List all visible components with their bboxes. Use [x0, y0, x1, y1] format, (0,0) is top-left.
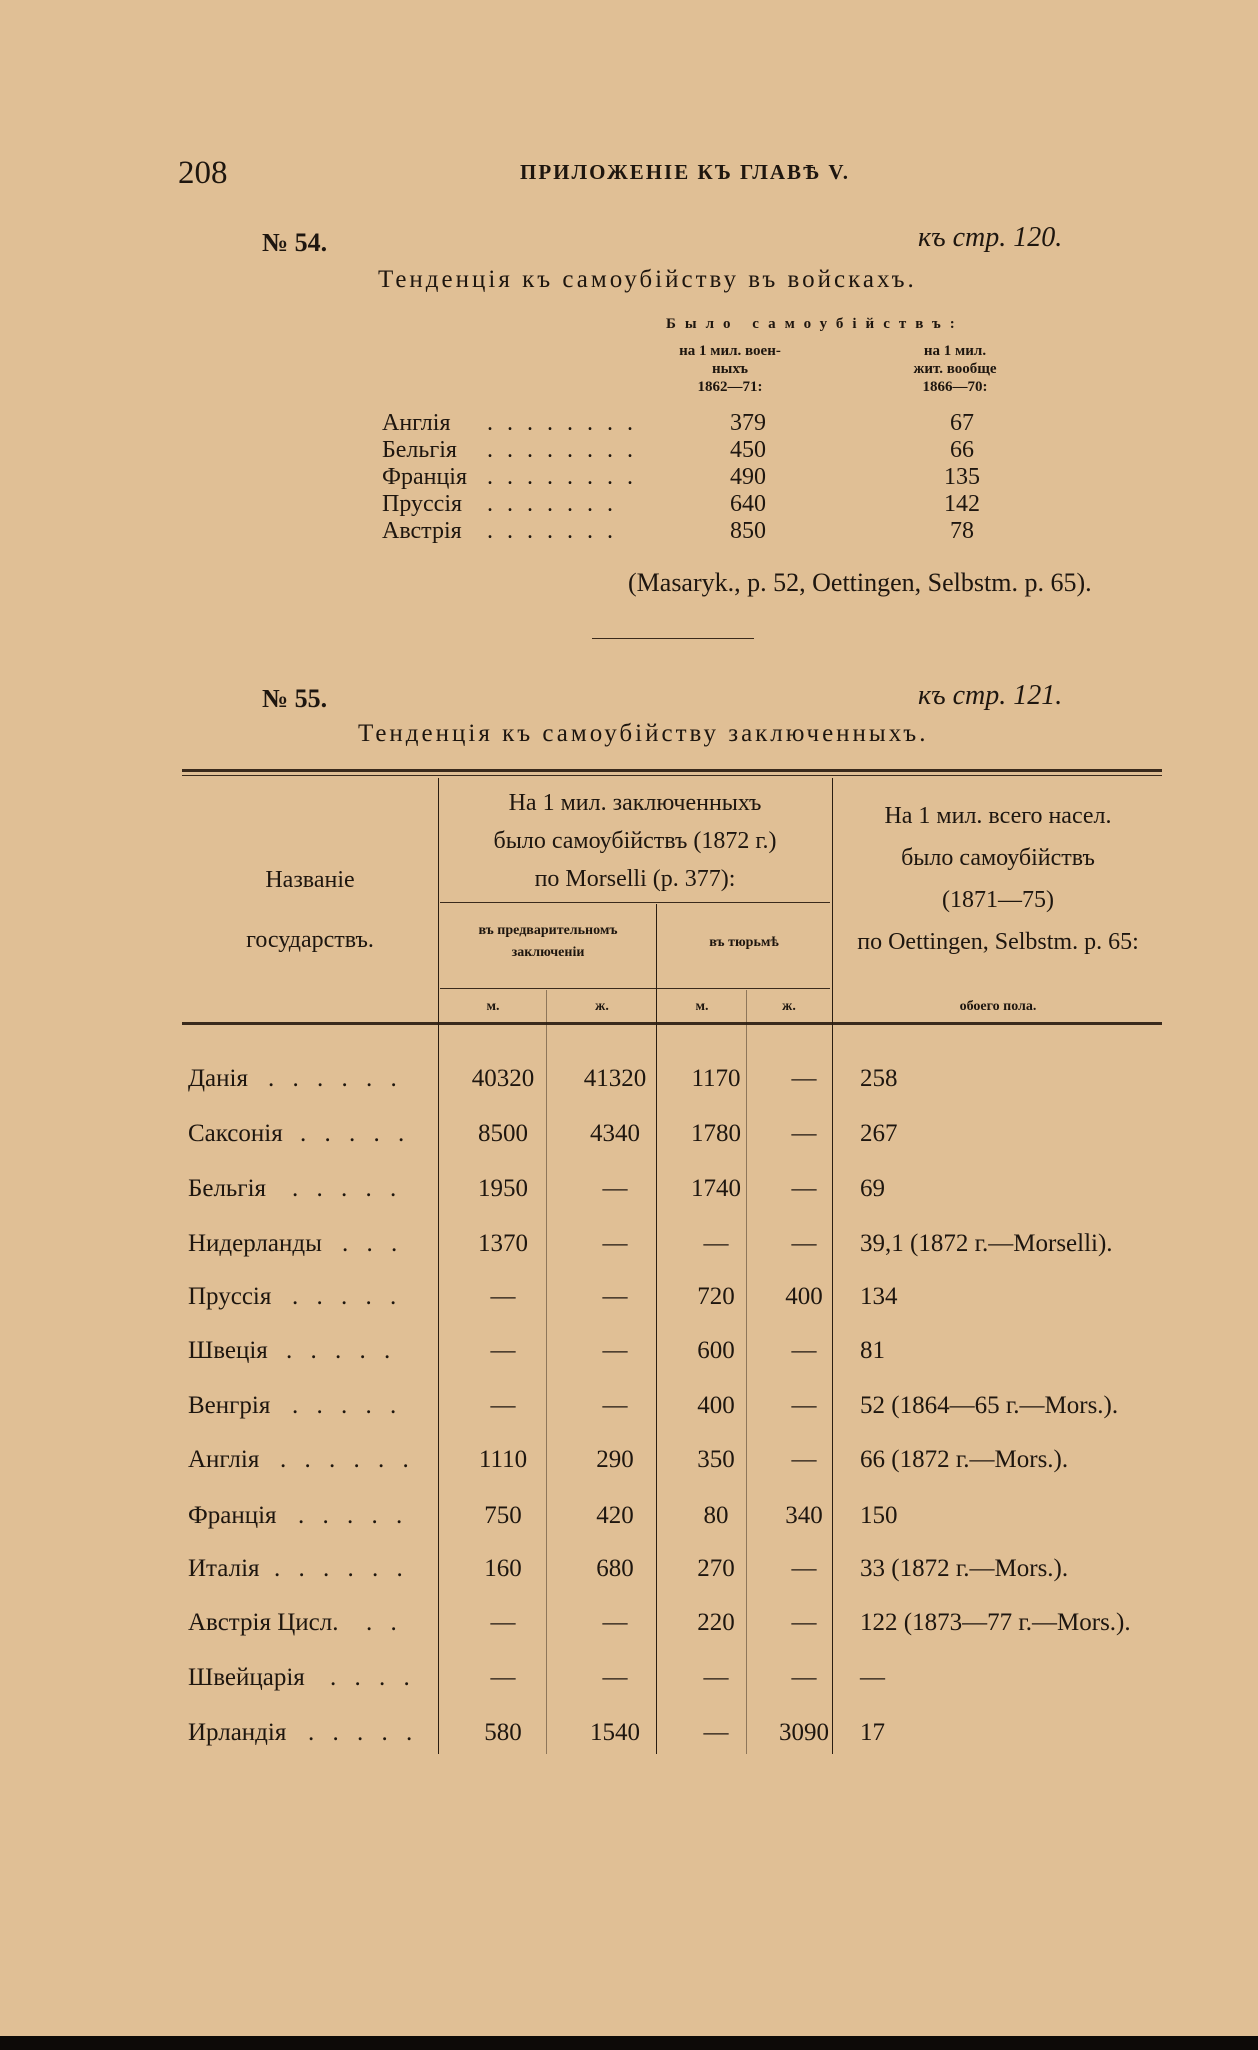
- section-54-ref: къ стр. 120.: [918, 222, 1063, 253]
- leader-dots: . . . . . .: [268, 1065, 403, 1092]
- header-line: по Morselli (p. 377):: [534, 866, 736, 892]
- pretrial-male-cell: 40320: [471, 1065, 535, 1092]
- table-row: [180, 1337, 1180, 1377]
- population-cell: 134: [860, 1283, 898, 1310]
- subheader-line: въ предварительномъ: [478, 923, 618, 938]
- prison-female-cell: —: [791, 1175, 817, 1202]
- prison-female-cell: —: [791, 1446, 817, 1473]
- leader-dots: . . . . . . .: [487, 491, 617, 517]
- section-55-number: № 55.: [262, 684, 328, 713]
- prison-male-cell: 720: [697, 1283, 735, 1310]
- table-row: [382, 464, 1002, 492]
- general-value: 142: [944, 491, 980, 517]
- population-cell: 17: [860, 1719, 885, 1746]
- leader-dots: . .: [366, 1609, 403, 1636]
- section-55-ref: къ стр. 121.: [918, 680, 1063, 711]
- leader-dots: . . . .: [330, 1664, 416, 1691]
- prison-female-cell: 400: [785, 1283, 823, 1310]
- prison-female-cell: —: [791, 1609, 817, 1636]
- prison-male-cell: 270: [697, 1555, 735, 1582]
- col1-header-line: ныхъ: [711, 361, 749, 377]
- both-sexes-header: обоего пола.: [959, 999, 1037, 1014]
- leader-dots: . . . . .: [286, 1337, 397, 1364]
- pretrial-male-cell: —: [490, 1337, 516, 1364]
- prison-female-cell: 340: [785, 1502, 823, 1529]
- table-row: [382, 491, 1002, 519]
- population-cell: 81: [860, 1337, 885, 1364]
- country-cell: Англія: [188, 1446, 260, 1473]
- pretrial-male-cell: 1950: [478, 1175, 528, 1202]
- country-cell: Пруссія: [188, 1283, 272, 1310]
- scan-edge: [0, 2036, 1258, 2050]
- prison-male-cell: 400: [697, 1392, 735, 1419]
- leader-dots: . . . . . . . .: [487, 410, 637, 436]
- table-row: [180, 1609, 1180, 1649]
- prison-male-cell: —: [703, 1230, 729, 1257]
- pretrial-male-cell: —: [490, 1664, 516, 1691]
- leader-dots: . . . . . .: [280, 1446, 415, 1473]
- header-line: государствъ.: [246, 927, 374, 953]
- country-cell: Данія: [188, 1065, 248, 1092]
- military-value: 490: [730, 464, 766, 490]
- pretrial-female-cell: —: [602, 1283, 628, 1310]
- header-bottom-rule: [182, 1022, 1162, 1025]
- subheader-line: заключеніи: [511, 945, 585, 960]
- header-group-morselli: [440, 784, 830, 898]
- general-value: 66: [950, 437, 974, 463]
- population-cell: 69: [860, 1175, 885, 1202]
- page-number: 208: [178, 155, 228, 191]
- population-cell: 33 (1872 г.—Mors.).: [860, 1555, 1069, 1582]
- military-value: 850: [730, 518, 766, 544]
- country-cell: Швейцарія: [188, 1664, 305, 1691]
- military-value: 640: [730, 491, 766, 517]
- prison-female-cell: —: [791, 1664, 817, 1691]
- table-row: [180, 1664, 1180, 1704]
- table-row: [180, 1446, 1180, 1486]
- table-row: [180, 1555, 1180, 1595]
- table-54-source: (Masaryk., p. 52, Oettingen, Selbstm. p. 65).: [628, 568, 1092, 597]
- country-cell: Нидерланды: [188, 1230, 322, 1257]
- table-54-col1-header: [640, 342, 820, 396]
- prison-male-cell: 1740: [691, 1175, 741, 1202]
- pretrial-female-cell: 1540: [590, 1719, 640, 1746]
- pretrial-male-cell: 1110: [478, 1446, 528, 1473]
- pretrial-male-cell: 580: [484, 1719, 522, 1746]
- sex-header-female: ж.: [782, 999, 796, 1014]
- table-row: [180, 1392, 1180, 1432]
- prison-male-cell: 350: [697, 1446, 735, 1473]
- pretrial-female-cell: —: [602, 1392, 628, 1419]
- leader-dots: . . . . .: [298, 1502, 409, 1529]
- prison-male-cell: 80: [703, 1502, 729, 1529]
- section-divider: [592, 638, 754, 639]
- section-55-title: Тенденція къ самоубійству заключенныхъ.: [358, 720, 929, 747]
- leader-dots: . . . . . . .: [487, 518, 617, 544]
- table-row: [180, 1120, 1180, 1160]
- country-cell: Венгрія: [188, 1392, 271, 1419]
- pretrial-male-cell: 8500: [478, 1120, 528, 1147]
- sex-header-female: ж.: [595, 999, 609, 1014]
- military-value: 379: [730, 410, 766, 436]
- subgroup-underline: [440, 988, 830, 989]
- section-54-number: № 54.: [262, 228, 328, 257]
- pretrial-female-cell: 4340: [590, 1120, 640, 1147]
- country-cell: Франція: [188, 1502, 277, 1529]
- country-cell: Франція: [382, 464, 468, 490]
- pretrial-male-cell: 1370: [478, 1230, 528, 1257]
- table-row: [180, 1175, 1180, 1215]
- general-value: 78: [950, 518, 974, 544]
- subheader-prison: въ тюрьмѣ: [709, 935, 779, 950]
- leader-dots: . . . . . .: [274, 1555, 409, 1582]
- population-cell: 66 (1872 г.—Mors.).: [860, 1446, 1069, 1473]
- pretrial-female-cell: —: [602, 1337, 628, 1364]
- prison-female-cell: —: [791, 1392, 817, 1419]
- section-54-title: Тенденція къ самоубійству въ войскахъ.: [378, 266, 917, 293]
- country-cell: Австрія Цисл.: [188, 1609, 339, 1636]
- table-row: [382, 437, 1002, 465]
- running-title: ПРИЛОЖЕНІЕ КЪ ГЛАВѢ V.: [520, 160, 851, 184]
- leader-dots: . . . . . . . .: [487, 464, 637, 490]
- leader-dots: . . . . .: [308, 1719, 419, 1746]
- military-value: 450: [730, 437, 766, 463]
- leader-dots: . . . . .: [300, 1120, 411, 1147]
- prison-female-cell: —: [791, 1337, 817, 1364]
- pretrial-female-cell: 41320: [583, 1065, 647, 1092]
- pretrial-female-cell: —: [602, 1664, 628, 1691]
- table-row: [180, 1283, 1180, 1323]
- leader-dots: . . .: [342, 1230, 404, 1257]
- sex-header-male: м.: [695, 999, 709, 1014]
- population-cell: 267: [860, 1120, 898, 1147]
- pretrial-female-cell: —: [602, 1230, 628, 1257]
- population-cell: 122 (1873—77 г.—Mors.).: [860, 1609, 1131, 1636]
- prison-male-cell: 1170: [691, 1065, 741, 1092]
- table-top-rule: [182, 769, 1162, 772]
- group-underline: [440, 902, 830, 903]
- population-cell: 150: [860, 1502, 898, 1529]
- header-line: На 1 мил. всего насел.: [884, 803, 1112, 829]
- population-cell: 39,1 (1872 г.—Morselli).: [860, 1230, 1113, 1257]
- pretrial-male-cell: 750: [484, 1502, 522, 1529]
- country-cell: Пруссія: [382, 491, 463, 517]
- pretrial-male-cell: —: [490, 1283, 516, 1310]
- table-row: [382, 410, 1002, 438]
- table-54-group-header: Было самоубійствъ:: [666, 316, 964, 332]
- header-line: (1871—75): [942, 887, 1054, 913]
- country-cell: Бельгія: [188, 1175, 267, 1202]
- country-cell: Италія: [188, 1555, 260, 1582]
- prison-female-cell: —: [791, 1230, 817, 1257]
- col1-header-line: на 1 мил. воен-: [679, 343, 781, 359]
- table-54-col2-header: [870, 342, 1040, 396]
- population-cell: 52 (1864—65 г.—Mors.).: [860, 1392, 1119, 1419]
- country-cell: Бельгія: [382, 437, 457, 463]
- leader-dots: . . . . .: [292, 1392, 403, 1419]
- pretrial-female-cell: —: [602, 1175, 628, 1202]
- col2-header-line: жит. вообще: [913, 361, 997, 377]
- table-top-rule-thin: [182, 775, 1162, 776]
- leader-dots: . . . . .: [292, 1283, 403, 1310]
- header-group-oettingen: [834, 795, 1162, 963]
- leader-dots: . . . . . . . .: [487, 437, 637, 463]
- country-cell: Ирландія: [188, 1719, 287, 1746]
- pretrial-male-cell: 160: [484, 1555, 522, 1582]
- header-line: Названіе: [265, 867, 355, 893]
- table-row: [180, 1502, 1180, 1542]
- country-cell: Саксонія: [188, 1120, 283, 1147]
- pretrial-female-cell: 420: [596, 1502, 634, 1529]
- table-row: [180, 1065, 1180, 1105]
- pretrial-male-cell: —: [490, 1609, 516, 1636]
- prison-male-cell: —: [703, 1664, 729, 1691]
- prison-male-cell: 1780: [691, 1120, 741, 1147]
- header-line: На 1 мил. заключенныхъ: [508, 790, 762, 816]
- header-country: [182, 850, 438, 970]
- col2-header-line: 1866—70:: [922, 379, 988, 395]
- country-cell: Австрія: [382, 518, 462, 544]
- table-row: [180, 1719, 1180, 1759]
- population-cell: 258: [860, 1065, 898, 1092]
- prison-male-cell: 220: [697, 1609, 735, 1636]
- prison-female-cell: 3090: [779, 1719, 829, 1746]
- header-line: по Oettingen, Selbstm. p. 65:: [857, 929, 1139, 955]
- country-cell: Швеція: [188, 1337, 268, 1364]
- sex-header-male: м.: [486, 999, 500, 1014]
- prison-male-cell: —: [703, 1719, 729, 1746]
- prison-female-cell: —: [791, 1555, 817, 1582]
- pretrial-female-cell: 680: [596, 1555, 634, 1582]
- pretrial-male-cell: —: [490, 1392, 516, 1419]
- table-row: [180, 1230, 1180, 1270]
- country-cell: Англія: [382, 410, 451, 436]
- col2-header-line: на 1 мил.: [923, 343, 987, 359]
- table-row: [382, 518, 1002, 546]
- prison-female-cell: —: [791, 1065, 817, 1092]
- subheader-pretrial: [440, 920, 656, 964]
- general-value: 135: [944, 464, 980, 490]
- leader-dots: . . . . .: [292, 1175, 403, 1202]
- header-line: было самоубійствъ (1872 г.): [493, 828, 777, 854]
- col1-header-line: 1862—71:: [697, 379, 763, 395]
- prison-female-cell: —: [791, 1120, 817, 1147]
- general-value: 67: [950, 410, 974, 436]
- pretrial-female-cell: —: [602, 1609, 628, 1636]
- pretrial-female-cell: 290: [596, 1446, 634, 1473]
- population-cell: —: [860, 1664, 885, 1691]
- header-line: было самоубійствъ: [901, 845, 1095, 871]
- prison-male-cell: 600: [697, 1337, 735, 1364]
